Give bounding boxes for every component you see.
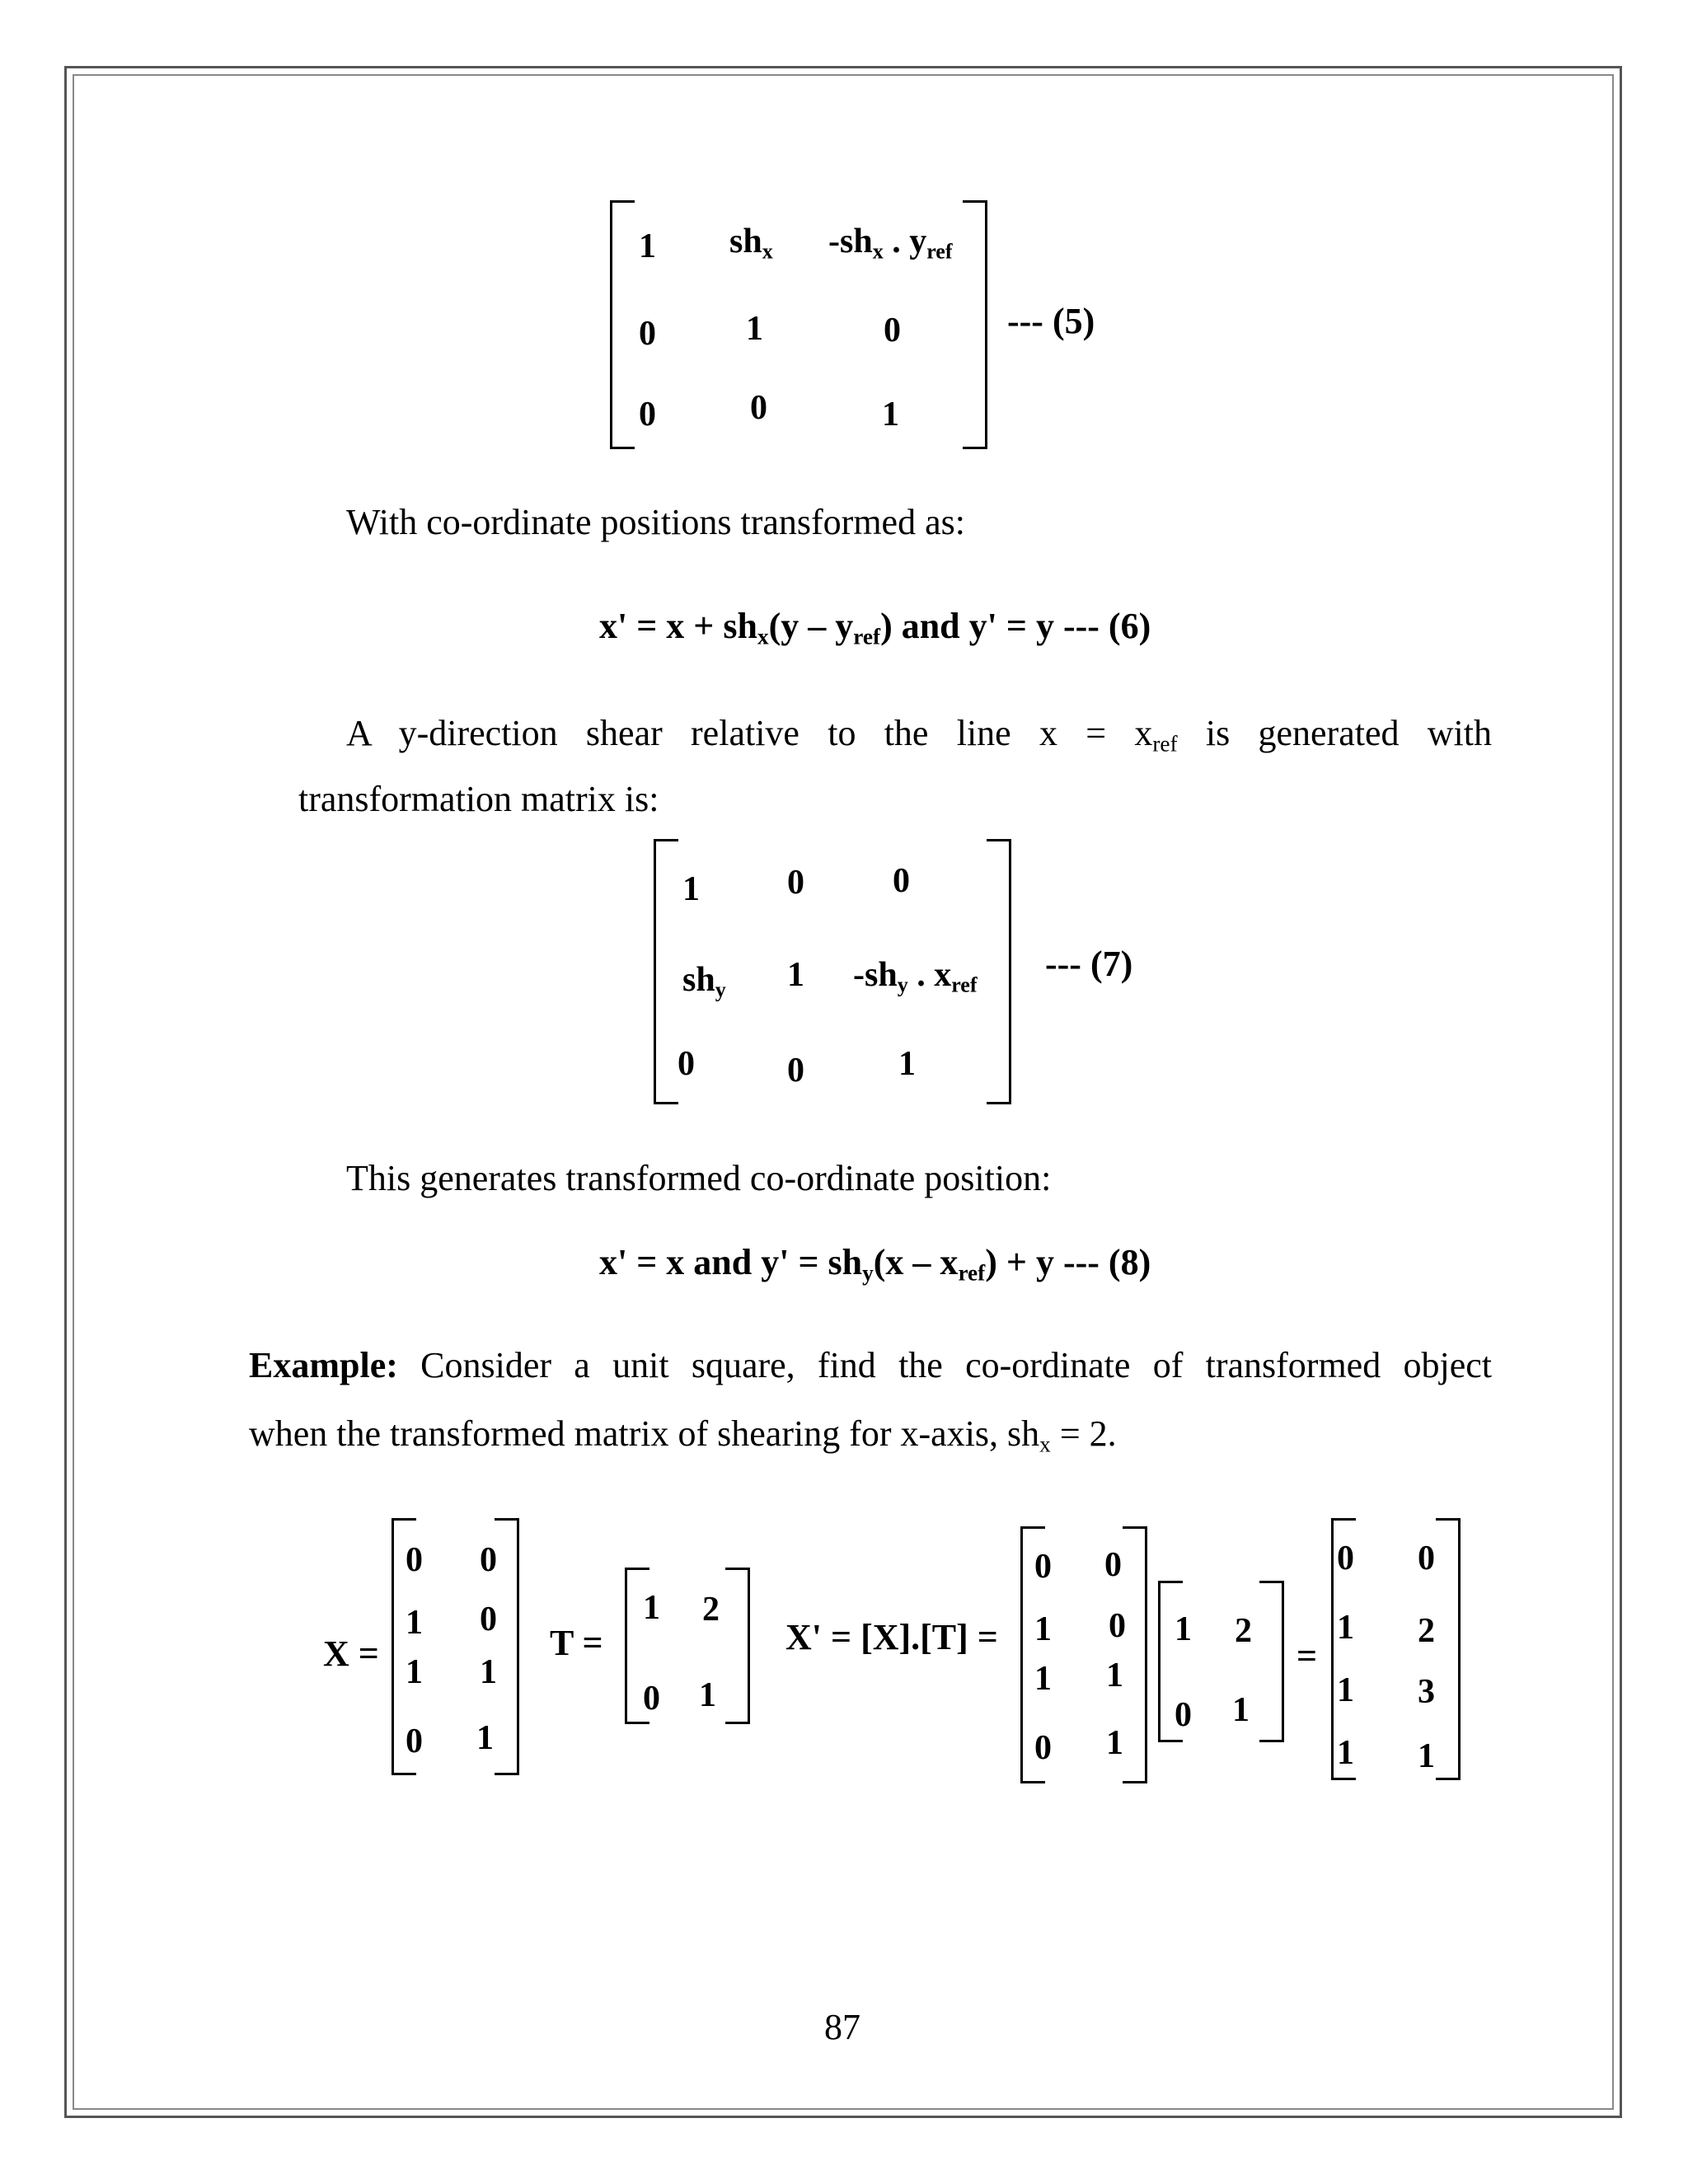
matrix-7-r3c2: 0 <box>787 1052 804 1090</box>
matrix-7-r3c1: 0 <box>678 1045 695 1083</box>
matrix-5-r3c1: 0 <box>639 396 656 434</box>
matrix-7-r3c3: 1 <box>898 1045 916 1083</box>
matrix-t-r2c1: 0 <box>643 1680 660 1718</box>
matrix-t2-r1c1: 1 <box>1175 1610 1192 1648</box>
matrix-result-r3c1: 1 <box>1337 1671 1354 1709</box>
matrix-t-right-bracket <box>725 1568 750 1724</box>
matrix-x-r2c1: 1 <box>406 1604 423 1642</box>
matrix-7-r1c1: 1 <box>682 870 700 908</box>
example-line2: when the transformed matrix of shearing for x-axis, $sh_x = 2$. <box>249 1413 1117 1457</box>
matrix-x-r1c2: 0 <box>480 1541 497 1579</box>
matrix-x2-r4c2: 1 <box>1106 1724 1123 1762</box>
equation-6: $x' = x + sh_x(y - y_{ref})$ and y' = y --- (6) <box>599 606 1151 649</box>
matrix-x-r4c1: 0 <box>406 1722 423 1760</box>
matrix-x2-r2c1: 1 <box>1034 1610 1052 1648</box>
matrix-result-right-bracket <box>1436 1518 1461 1780</box>
matrix-5-r3c3: 1 <box>882 396 899 434</box>
matrix-x2-r3c1: 1 <box>1034 1660 1052 1698</box>
matrix-x-r3c2: 1 <box>480 1653 497 1691</box>
matrix-result-r1c1: 0 <box>1337 1540 1354 1577</box>
matrix-x2-r2c2: 0 <box>1109 1607 1126 1645</box>
paragraph-y-shear-line1: A y-direction shear relative to the line $x = x_{ref}$ is generated with <box>346 713 1492 757</box>
matrix-x-r1c1: 0 <box>406 1541 423 1579</box>
matrix-5-r1c3: $-sh_x$ . $y_{ref}$ <box>828 223 953 264</box>
matrix-7-right-bracket <box>987 839 1011 1104</box>
matrix-7-r2c1: $sh_y$ <box>682 961 726 1002</box>
matrix-5-r2c1: 0 <box>639 315 656 353</box>
matrix-5-r2c3: 0 <box>884 312 901 349</box>
matrix-x2-r1c1: 0 <box>1034 1548 1052 1586</box>
paragraph-y-shear-line2: transformation matrix is: <box>298 779 659 819</box>
text-coordinate-positions: With co-ordinate positions transformed as: <box>346 502 965 542</box>
matrix-5-right-bracket <box>963 200 987 449</box>
matrix-5-r2c2: 1 <box>746 310 763 348</box>
matrix-t-r1c1: 1 <box>643 1589 660 1627</box>
matrix-x-r4c2: 1 <box>476 1719 494 1757</box>
matrix-x-right-bracket <box>495 1518 519 1775</box>
matrix-t2-right-bracket <box>1259 1581 1284 1742</box>
matrix-t2-r1c2: 2 <box>1235 1612 1252 1650</box>
matrix-t2-r2c2: 1 <box>1232 1691 1250 1729</box>
matrix-t-r1c2: 2 <box>702 1591 720 1629</box>
matrix-result-r1c2: 0 <box>1418 1540 1435 1577</box>
page-border-inner <box>73 74 1614 2110</box>
matrix-x2-r1c2: 0 <box>1104 1546 1122 1584</box>
matrix-7-left-bracket <box>654 839 678 1104</box>
matrix-x2-r3c2: 1 <box>1106 1657 1123 1694</box>
page-number: 87 <box>824 2007 860 2047</box>
label-x-equals: X = <box>323 1633 379 1674</box>
matrix-7-r1c3: 0 <box>893 862 910 900</box>
matrix-result-r2c1: 1 <box>1337 1609 1354 1647</box>
matrix-7-r1c2: 0 <box>787 864 804 902</box>
matrix-5-r1c2: $sh_x$ <box>729 223 773 264</box>
equation-8: x' = x and $y' = sh_y(x - x_{ref}) + y$ --- (8) <box>599 1242 1151 1286</box>
equals-sign: = <box>1296 1636 1318 1676</box>
equation-label-7: --- (7) <box>1045 944 1133 984</box>
label-x-prime-equals: X' = [X].[T] = <box>785 1617 998 1657</box>
matrix-5-r3c2: 0 <box>750 389 767 427</box>
matrix-result-r4c2: 1 <box>1418 1737 1435 1775</box>
matrix-result-r2c2: 2 <box>1418 1612 1435 1650</box>
matrix-result-r3c2: 3 <box>1418 1673 1435 1711</box>
matrix-7-r2c2: 1 <box>787 956 804 994</box>
matrix-result-r4c1: 1 <box>1337 1734 1354 1772</box>
matrix-x2-right-bracket <box>1123 1526 1147 1783</box>
text-transformed-position: This generates transformed co-ordinate position: <box>346 1158 1052 1198</box>
label-t-equals: T = <box>550 1623 603 1663</box>
matrix-x-r3c1: 1 <box>406 1653 423 1691</box>
matrix-5-r1c1: 1 <box>639 227 656 265</box>
matrix-5-left-bracket <box>610 200 635 449</box>
example-label: Example: <box>249 1345 398 1385</box>
matrix-t-r2c2: 1 <box>699 1676 716 1714</box>
equation-label-5: --- (5) <box>1007 301 1095 341</box>
example-line1: Example: Consider a unit square, find the co-ordinate of transformed object <box>249 1345 1492 1385</box>
matrix-t2-r2c1: 0 <box>1175 1696 1192 1734</box>
matrix-x2-r4c1: 0 <box>1034 1729 1052 1767</box>
matrix-x-r2c2: 0 <box>480 1601 497 1638</box>
matrix-7-r2c3: $-sh_y$ . $x_{ref}$ <box>853 956 978 997</box>
